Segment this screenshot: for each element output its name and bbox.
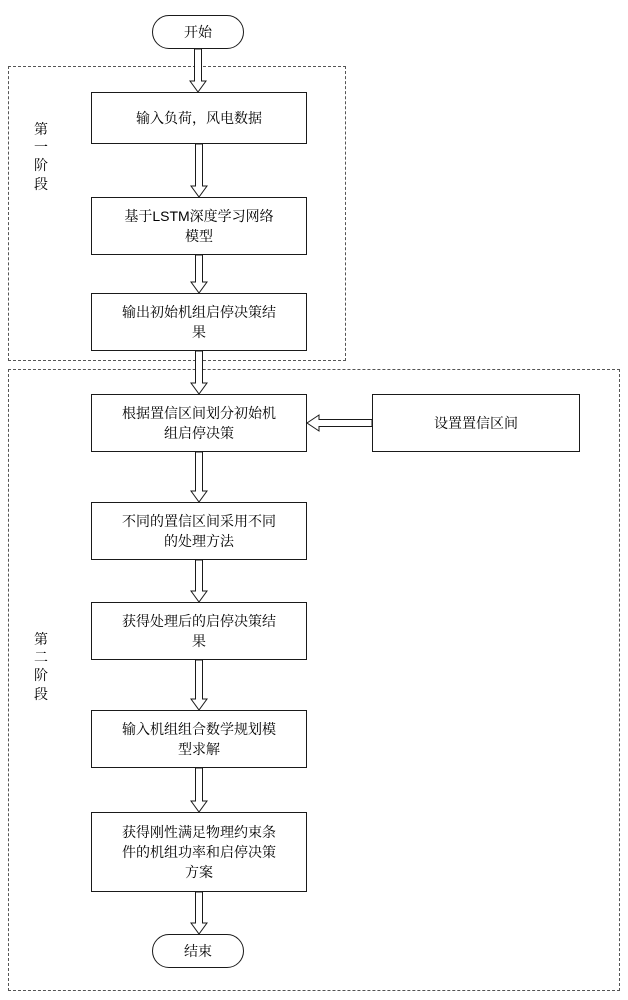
connector-n4-to-n6	[190, 452, 208, 502]
flow-node-n3: 输出初始机组启停决策结 果	[91, 293, 307, 351]
connector-n5-to-n4	[307, 414, 372, 432]
flow-node-n9: 获得刚性满足物理约束条 件的机组功率和启停决策 方案	[91, 812, 307, 892]
connector-n9-to-end	[190, 892, 208, 934]
connector-n7-to-n8	[190, 660, 208, 710]
flow-node-start: 开始	[152, 15, 244, 49]
flow-node-n1: 输入负荷，风电数据	[91, 92, 307, 144]
phase-label-1: 第 一 阶 段	[34, 121, 48, 192]
flow-node-end: 结束	[152, 934, 244, 968]
connector-n2-to-n3	[190, 255, 208, 293]
phase-label-2: 第 二 阶 段	[34, 631, 48, 702]
connector-n8-to-n9	[190, 768, 208, 812]
flow-node-n7: 获得处理后的启停决策结 果	[91, 602, 307, 660]
connector-n3-to-n4	[190, 351, 208, 394]
phase-group-2	[8, 369, 620, 991]
connector-n6-to-n7	[190, 560, 208, 602]
flow-node-n6: 不同的置信区间采用不同 的处理方法	[91, 502, 307, 560]
flow-node-n8: 输入机组组合数学规划模 型求解	[91, 710, 307, 768]
flow-node-n2: 基于LSTM深度学习网络 模型	[91, 197, 307, 255]
flow-node-n4: 根据置信区间划分初始机 组启停决策	[91, 394, 307, 452]
connector-start-to-n1	[189, 49, 207, 92]
connector-n1-to-n2	[190, 144, 208, 197]
flow-node-n5: 设置置信区间	[372, 394, 580, 452]
